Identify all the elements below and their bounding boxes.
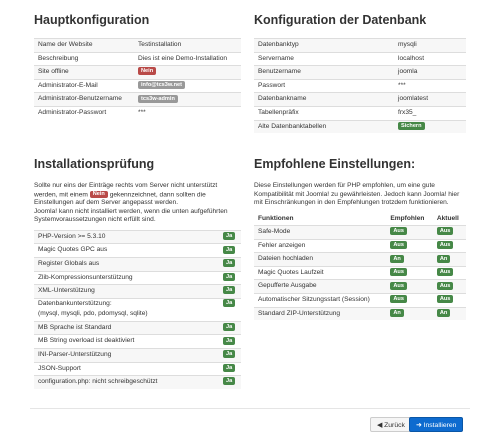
- recommended-label: Gepufferte Ausgabe: [254, 280, 386, 294]
- status-badge: Ja: [223, 299, 235, 307]
- db-config-value-cell: [394, 93, 466, 107]
- install-check-row: [34, 244, 241, 258]
- db-config-value-cell: [394, 120, 466, 133]
- db-config-value-cell: [394, 106, 466, 120]
- install-check-label-cell: [34, 298, 219, 321]
- recommended-row: [254, 253, 466, 267]
- main-config-heading: Hauptkonfiguration: [34, 13, 150, 27]
- main-config-row: [34, 66, 241, 80]
- main-config-value-cell: [134, 52, 241, 66]
- recommended-current-cell: [433, 266, 466, 280]
- main-config-row: [34, 79, 241, 93]
- db-config-row: [254, 120, 466, 133]
- db-config-value: frx35_: [398, 108, 417, 116]
- install-check-status-cell: [219, 230, 241, 244]
- recommended-label: Automatischer Sitzungsstart (Session): [254, 294, 386, 308]
- main-config-badge: Nein: [138, 67, 156, 75]
- main-config-label: Administrator-E-Mail: [34, 79, 134, 93]
- db-config-label: Datenbankname: [254, 93, 394, 107]
- install-button-label: Installieren: [423, 422, 457, 429]
- recommended-recommended-cell: [386, 294, 432, 308]
- db-config-value: ***: [398, 81, 406, 89]
- recommended-current-cell: [433, 253, 466, 267]
- recommended-badge: Aus: [390, 268, 407, 276]
- install-check-label-cell: [34, 257, 219, 271]
- main-config-table: [34, 38, 241, 120]
- install-check-label: XML-Unterstützung: [38, 287, 95, 295]
- db-config-heading: Konfiguration der Datenbank: [254, 13, 427, 27]
- main-config-label: Beschreibung: [34, 52, 134, 66]
- install-check-label-cell: [34, 348, 219, 362]
- status-badge: Ja: [223, 323, 235, 331]
- install-check-status-cell: [219, 244, 241, 258]
- recommended-recommended-cell: [386, 266, 432, 280]
- recommended-badge: Aus: [390, 227, 407, 235]
- current-badge: An: [437, 309, 450, 317]
- db-config-row: [254, 52, 466, 66]
- install-check-status-cell: [219, 271, 241, 285]
- db-config-section: [254, 13, 466, 133]
- arrow-left-icon: ◀: [377, 422, 383, 429]
- back-button[interactable]: [370, 417, 412, 432]
- status-badge: Ja: [223, 337, 235, 345]
- status-badge: Ja: [223, 286, 235, 294]
- install-check-label-cell: [34, 321, 219, 335]
- install-check-row: [34, 335, 241, 349]
- recommended-desc-line2: Jedoch kann Joomla! hier mit Einschränkungen in den Empfehlungen trotzdem funktionieren.: [254, 190, 460, 206]
- install-check-desc-part1: Sollte nur eins der Einträge rechts vom Server nicht unterstützt werden, mit einem: [34, 182, 218, 198]
- install-check-label-cell: [34, 376, 219, 389]
- recommended-current-cell: [433, 280, 466, 294]
- recommended-heading: Empfohlene Einstellungen:: [254, 157, 416, 171]
- install-check-row: [34, 362, 241, 376]
- main-config-value: Dies ist eine Demo-Installation: [138, 54, 228, 62]
- recommended-label: Fehler anzeigen: [254, 239, 386, 253]
- db-config-table: [254, 38, 466, 133]
- db-config-label: Passwort: [254, 79, 394, 93]
- recommended-label: Magic Quotes Laufzeit: [254, 266, 386, 280]
- main-config-row: [34, 39, 241, 53]
- db-config-badge: Sichern: [398, 122, 425, 130]
- recommended-recommended-cell: [386, 253, 432, 267]
- status-badge: Ja: [223, 259, 235, 267]
- main-config-row: [34, 106, 241, 119]
- recommended-badge: Aus: [390, 241, 407, 249]
- status-badge: Ja: [223, 246, 235, 254]
- install-check-label: Register Globals aus: [38, 259, 100, 267]
- install-check-desc-part2: gekennzeichnet, dann sollten die Einstellungen auf dem Server angepasst werden.: [34, 190, 206, 207]
- recommended-row: [254, 294, 466, 308]
- recommended-recommended-cell: [386, 239, 432, 253]
- recommended-recommended-cell: [386, 280, 432, 294]
- install-check-row: [34, 376, 241, 389]
- current-badge: An: [437, 255, 450, 263]
- main-config-label: Administrator-Benutzername: [34, 93, 134, 107]
- install-check-row: [34, 348, 241, 362]
- install-check-status-cell: [219, 376, 241, 389]
- db-config-value: joomla: [398, 68, 418, 76]
- db-config-row: [254, 106, 466, 120]
- install-check-row: [34, 230, 241, 244]
- current-badge: Aus: [437, 282, 454, 290]
- install-check-label: Datenbankunterstützung:: [38, 299, 112, 307]
- main-config-value-cell: [134, 106, 241, 119]
- recommended-row: [254, 226, 466, 240]
- db-config-value-cell: [394, 79, 466, 93]
- main-config-value: ***: [138, 108, 146, 116]
- main-config-value-cell: [134, 66, 241, 80]
- install-check-status-cell: [219, 257, 241, 271]
- install-check-label: MB Sprache ist Standard: [38, 323, 112, 331]
- recommended-row: [254, 266, 466, 280]
- install-check-status-cell: [219, 362, 241, 376]
- install-check-row: [34, 285, 241, 299]
- install-check-label: JSON-Support: [38, 364, 81, 372]
- recommended-badge: Aus: [390, 295, 407, 303]
- db-config-value: localhost: [398, 54, 425, 62]
- install-check-label-cell: [34, 244, 219, 258]
- status-badge: Ja: [223, 364, 235, 372]
- main-config-badge: tcs3w-admin: [138, 95, 178, 103]
- db-config-row: [254, 66, 466, 80]
- recommended-current-cell: [433, 226, 466, 240]
- main-config-badge: info@tcs3w.net: [138, 81, 185, 89]
- main-config-row: [34, 93, 241, 107]
- main-config-value-cell: [134, 93, 241, 107]
- install-check-status-cell: [219, 348, 241, 362]
- recommended-current-cell: [433, 239, 466, 253]
- current-badge: Aus: [437, 268, 454, 276]
- recommended-current-cell: [433, 294, 466, 308]
- db-config-value: joomlatest: [398, 95, 429, 103]
- main-config-label: Administrator-Passwort: [34, 106, 134, 119]
- install-check-status-cell: [219, 321, 241, 335]
- recommended-badge: An: [390, 309, 403, 317]
- col-header-function: Funktionen: [258, 214, 294, 222]
- install-check-label: Magic Quotes GPC aus: [38, 246, 108, 254]
- recommended-label: Dateien hochladen: [254, 253, 386, 267]
- recommended-label: Standard ZIP-Unterstützung: [254, 307, 386, 320]
- install-check-label-cell: [34, 335, 219, 349]
- recommended-label: Safe-Mode: [254, 226, 386, 240]
- db-config-label: Servername: [254, 52, 394, 66]
- status-badge: Ja: [223, 232, 235, 240]
- install-check-desc-line3: Joomla! kann nicht installiert werden, wenn die unten aufgeführten Systemvoraussetzungen nicht erfüllt sind.: [34, 207, 228, 224]
- db-config-row: [254, 79, 466, 93]
- db-config-value-cell: [394, 66, 466, 80]
- status-badge: Ja: [223, 350, 235, 358]
- install-check-label: MB String overload ist deaktiviert: [38, 337, 135, 345]
- recommended-table: [254, 213, 466, 321]
- install-check-label-detail: (mysql, mysqli, pdo, pdomysql, sqlite): [38, 310, 148, 318]
- main-config-row: [34, 52, 241, 66]
- install-check-row: [34, 271, 241, 285]
- install-check-heading: Installationsprüfung: [34, 157, 155, 171]
- install-check-label-cell: [34, 271, 219, 285]
- db-config-value-cell: [394, 39, 466, 53]
- footer-divider: [30, 408, 470, 409]
- main-config-label: Name der Website: [34, 39, 134, 53]
- col-header-recommended: Empfohlen: [390, 214, 425, 222]
- install-check-status-cell: [219, 335, 241, 349]
- main-config-section: [34, 13, 241, 120]
- install-check-label: Zlib-Kompressionsunterstützung: [38, 273, 133, 281]
- recommended-row: [254, 239, 466, 253]
- recommended-recommended-cell: [386, 307, 432, 320]
- arrow-right-icon: ➜: [416, 422, 422, 429]
- install-button[interactable]: [409, 417, 463, 432]
- recommended-row: [254, 307, 466, 320]
- status-badge: Ja: [223, 377, 235, 385]
- main-config-value-cell: [134, 39, 241, 53]
- install-check-label-cell: [34, 285, 219, 299]
- col-header-current: Aktuell: [436, 214, 459, 222]
- current-badge: Aus: [437, 227, 454, 235]
- recommended-recommended-cell: [386, 226, 432, 240]
- db-config-value-cell: [394, 52, 466, 66]
- db-config-label: Datenbanktyp: [254, 39, 394, 53]
- install-check-label: INI-Parser-Unterstützung: [38, 350, 112, 358]
- main-config-label: Site offline: [34, 66, 134, 80]
- desc-no-badge: Nein: [90, 191, 108, 198]
- install-check-label: PHP-Version >= 5.3.10: [38, 232, 106, 240]
- db-config-value: mysqli: [398, 41, 417, 48]
- db-config-row: [254, 93, 466, 107]
- install-check-table: [34, 230, 241, 389]
- recommended-badge: Aus: [390, 282, 407, 290]
- install-check-status-cell: [219, 298, 241, 321]
- main-config-value-cell: [134, 79, 241, 93]
- install-check-description: [34, 182, 241, 225]
- db-config-row: [254, 39, 466, 53]
- install-check-label-cell: [34, 362, 219, 376]
- db-config-label: Tabellenpräfix: [254, 106, 394, 120]
- main-config-value: Testinstallation: [138, 41, 182, 48]
- install-check-label: configuration.php: nicht schreibgeschützt: [38, 378, 158, 386]
- recommended-badge: An: [390, 255, 403, 263]
- recommended-description: [254, 182, 466, 208]
- install-check-label-cell: [34, 230, 219, 244]
- install-check-row: [34, 257, 241, 271]
- install-check-row: [34, 298, 241, 321]
- recommended-current-cell: [433, 307, 466, 320]
- install-check-section: [34, 157, 241, 389]
- db-config-label: Benutzername: [254, 66, 394, 80]
- recommended-row: [254, 280, 466, 294]
- recommended-section: [254, 157, 466, 320]
- back-button-label: Zurück: [384, 422, 405, 429]
- recommended-desc-line1: Diese Einstellungen werden für PHP empfohlen, um eine gute Kompatibilität mit Joomla! zu gewährleisten.: [254, 182, 435, 198]
- db-config-label: Alte Datenbanktabellen: [254, 120, 394, 133]
- current-badge: Aus: [437, 295, 454, 303]
- install-check-status-cell: [219, 285, 241, 299]
- status-badge: Ja: [223, 273, 235, 281]
- install-check-row: [34, 321, 241, 335]
- current-badge: Aus: [437, 241, 454, 249]
